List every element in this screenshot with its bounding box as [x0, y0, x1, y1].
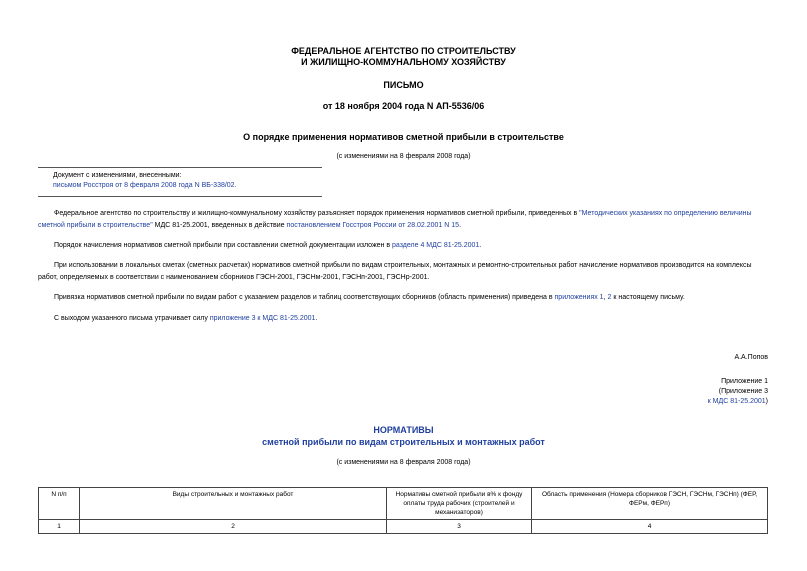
paragraph-4 — [38, 292, 768, 304]
appendix-ref-line-1: Приложение 1 — [721, 378, 768, 385]
appendix-reference — [708, 377, 768, 407]
section-changes-note: (с изменениями на 8 февраля 2008 года) — [336, 459, 471, 466]
appendix-3-mds-link[interactable]: приложение 3 к МДС 81-25.2001 — [209, 315, 316, 322]
table-cell: 4 — [532, 520, 768, 534]
paragraph-4-text-b: , — [603, 294, 608, 301]
table-header-cell: Нормативы сметной прибыли в% к фонду оплаты труда рабочих (строителей и механизаторов) — [387, 488, 532, 520]
table-header-cell: Область применения (Номера сборников ГЭСН, ГЭСНм, ГЭСНп) (ФЕР, ФЕРм, ФЕРп) — [532, 488, 768, 520]
paragraph-5 — [38, 313, 768, 325]
table-numbering-row — [39, 520, 768, 534]
agency-line-2: И ЖИЛИЩНО-КОММУНАЛЬНОМУ ХОЗЯЙСТВУ — [301, 57, 506, 67]
changes-box-label: Документ с изменениями, внесенными: — [53, 172, 182, 179]
changes-box-link[interactable]: письмом Росстроя от 8 февраля 2008 года N ВБ-338/02. — [53, 182, 237, 189]
gosstroy-resolution-link[interactable]: постановлением Госстроя России от 28.02.2001 N 15 — [286, 222, 460, 229]
table-header-cell: N п/п — [39, 488, 80, 520]
signature: А.А.Попов — [734, 354, 768, 361]
document-date-number: от 18 ноября 2004 года N АП-5536/06 — [322, 101, 485, 111]
section-title-2: сметной прибыли по видам строительных и монтажных работ — [262, 437, 545, 447]
paragraph-2-text-b: . — [479, 242, 482, 249]
paragraph-1 — [38, 208, 768, 232]
changes-box — [53, 171, 353, 191]
paragraph-3: При использовании в локальных сметах (сметных расчетах) нормативов сметной прибыли по видам строительных, монтажных и ремонтно-строительных работ начисление нормативов производится на комплексы работ, определяемых в соответствии с наименованием сборников ГЭСН-2001, ГЭСНм-2001, ГЭСНп-2001, ГЭСНр-2001. — [38, 262, 752, 281]
appendix-ref-mds-link[interactable]: к МДС 81-25.2001 — [707, 398, 766, 405]
paragraph-4-text-a: Привязка нормативов сметной прибыли по видам работ с указанием разделов и таблиц соответствующих сборников (область применения) приведена в — [54, 294, 555, 301]
appendix-1-link[interactable]: приложениях 1 — [554, 294, 604, 301]
table-header-row — [39, 488, 768, 520]
table-cell: 2 — [80, 520, 387, 534]
table-cell: 3 — [387, 520, 532, 534]
document-type: ПИСЬМО — [383, 80, 424, 90]
changes-note: (с изменениями на 8 февраля 2008 года) — [336, 153, 471, 160]
section-4-link[interactable]: разделе 4 МДС 81-25.2001 — [392, 242, 480, 249]
paragraph-5-text-a: С выходом указанного письма утрачивает силу — [54, 315, 210, 322]
section-heading — [0, 424, 807, 448]
paragraph-1-text-b: МДС 81-25.2001, введенных в действие — [152, 222, 287, 229]
agency-line-1: ФЕДЕРАЛЬНОЕ АГЕНТСТВО ПО СТРОИТЕЛЬСТВУ — [291, 46, 516, 56]
appendix-2-link[interactable]: 2 — [607, 294, 612, 301]
changes-box-top-rule — [38, 167, 322, 168]
methodical-guidelines-link[interactable]: "Методических указаниях по определению величины сметной прибыли в строительстве" — [38, 210, 752, 229]
paragraph-2 — [38, 240, 768, 252]
paragraph-1-text-a: Федеральное агентство по строительству и жилищно-коммунальному хозяйству разъясняет порядок применения нормативов сметной прибыли, приведенных в — [54, 210, 580, 217]
paragraph-1-text-c: . — [459, 222, 462, 229]
appendix-ref-line-2: (Приложение 3 — [718, 388, 768, 395]
table-cell: 1 — [39, 520, 80, 534]
changes-box-bottom-rule — [38, 196, 322, 197]
norms-table — [38, 487, 768, 534]
table-header-cell: Виды строительных и монтажных работ — [80, 488, 387, 520]
paragraph-2-text-a: Порядок начисления нормативов сметной прибыли при составлении сметной документации изложен в — [54, 242, 393, 249]
appendix-ref-line-3-end: ) — [765, 398, 768, 405]
paragraph-5-text-b: . — [315, 315, 318, 322]
section-title-1: НОРМАТИВЫ — [373, 425, 434, 435]
paragraph-4-text-c: к настоящему письму. — [611, 294, 685, 301]
agency-name — [0, 46, 807, 68]
document-title: О порядке применения нормативов сметной прибыли в строительстве — [243, 132, 564, 142]
